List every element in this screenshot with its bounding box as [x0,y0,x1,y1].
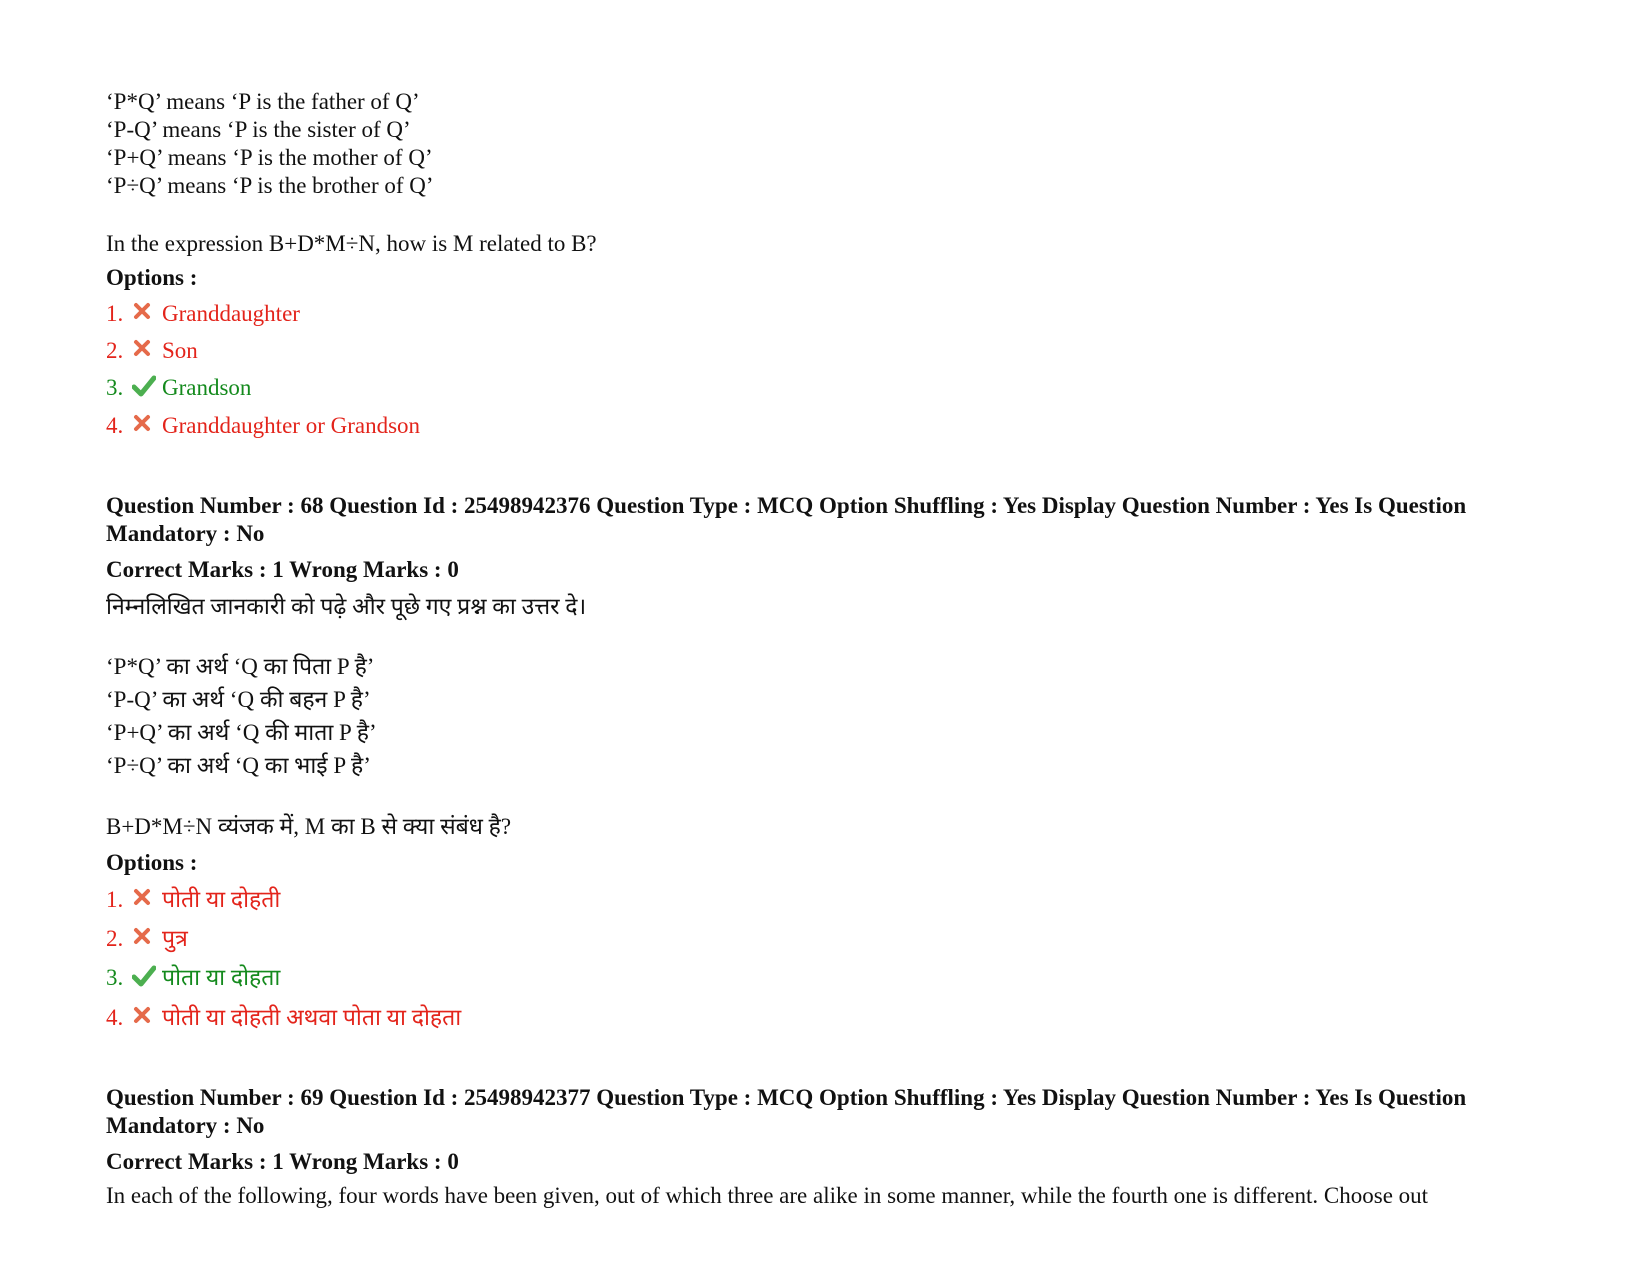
definition-line: ‘P-Q’ means ‘P is the sister of Q’ [106,117,411,142]
option-item [106,373,251,403]
question-header: Question Number : 68 Question Id : 25498942376 Question Type : MCQ Option Shuffling : Yes Display Question Number : Yes Is Question Mandatory : No [106,493,1467,546]
cross-icon [132,887,158,913]
marks-line: Correct Marks : 1 Wrong Marks : 0 [106,557,459,582]
definition-line: ‘P÷Q’ means ‘P is the brother of Q’ [106,173,434,198]
cross-icon [132,926,158,952]
option-text: Son [162,338,198,363]
check-icon [132,375,158,401]
option-text: पोती या दोहती [162,887,281,912]
option-number: 4. [106,1005,124,1030]
option-number: 1. [106,301,124,326]
option-text: पोती या दोहती अथवा पोता या दोहता [162,1005,462,1030]
option-number: 2. [106,926,124,951]
question-text: In the expression B+D*M÷N, how is M related to B? [106,231,597,256]
cross-icon [132,1005,158,1031]
options-label: Options : [106,850,198,875]
option-number: 4. [106,413,124,438]
definition-line: ‘P+Q’ का अर्थ ‘Q की माता P है’ [106,720,377,745]
option-number: 2. [106,338,124,363]
definition-line: ‘P*Q’ means ‘P is the father of Q’ [106,89,420,114]
question-text: B+D*M÷N व्यंजक में, M का B से क्या संबंध है? [106,814,512,839]
marks-line: Correct Marks : 1 Wrong Marks : 0 [106,1149,459,1174]
question-text: In each of the following, four words have been given, out of which three are alike in some manner, while the fourth one is different. Choose out [106,1183,1429,1208]
cross-icon [132,413,158,439]
check-icon [132,965,158,991]
option-item [106,299,300,329]
option-text: Granddaughter [162,301,300,326]
option-number: 1. [106,887,124,912]
option-text: Granddaughter or Grandson [162,413,421,438]
definition-line: ‘P*Q’ का अर्थ ‘Q का पिता P है’ [106,654,375,679]
instruction-text: निम्नलिखित जानकारी को पढ़े और पूछे गए प्रश्न का उत्तर दे। [106,594,587,619]
option-item [106,885,280,915]
option-item [106,963,280,993]
cross-icon [132,301,158,327]
option-text: पोता या दोहता [162,965,281,990]
question-header: Question Number : 69 Question Id : 25498942377 Question Type : MCQ Option Shuffling : Yes Display Question Number : Yes Is Question Mandatory : No [106,1085,1467,1138]
option-text: Grandson [162,375,252,400]
options-label: Options : [106,265,198,290]
option-text: पुत्र [162,926,188,951]
definition-line: ‘P+Q’ means ‘P is the mother of Q’ [106,145,433,170]
option-item [106,411,420,441]
definition-line: ‘P÷Q’ का अर्थ ‘Q का भाई P है’ [106,753,371,778]
option-number: 3. [106,375,124,400]
option-item [106,924,188,954]
option-number: 3. [106,965,124,990]
option-item [106,1003,461,1033]
cross-icon [132,338,158,364]
option-item [106,336,198,366]
definition-line: ‘P-Q’ का अर्थ ‘Q की बहन P है’ [106,687,371,712]
